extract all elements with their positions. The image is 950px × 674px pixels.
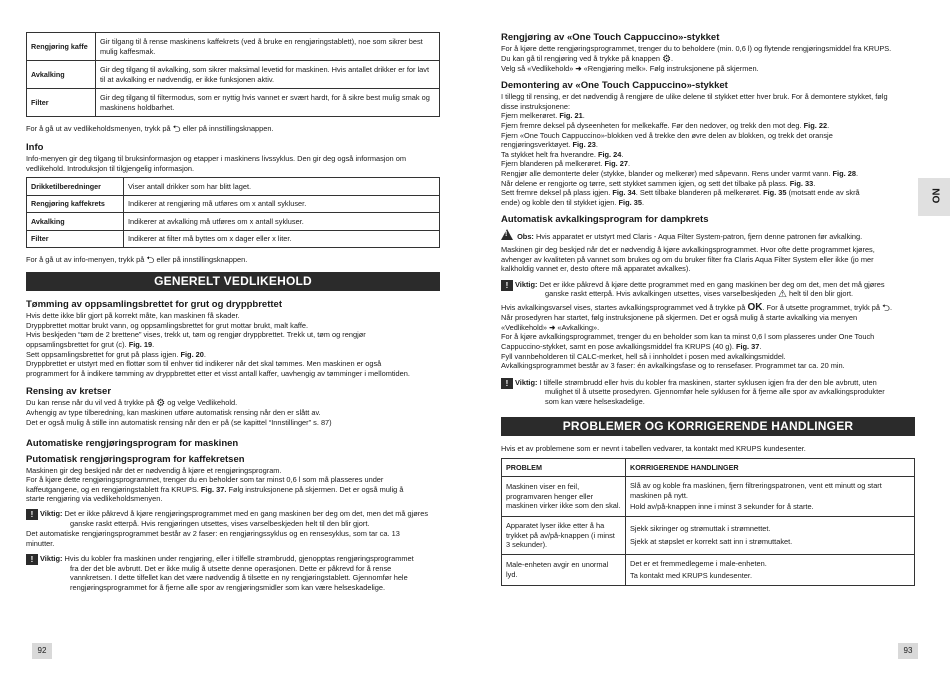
maintenance-menu-table — [26, 32, 440, 117]
table-row — [27, 33, 440, 61]
column-header-action: KORRIGERENDE HANDLINGER — [626, 459, 915, 477]
warning-display-icon: ⚠ — [777, 289, 787, 301]
warning-icon: ! — [26, 554, 38, 565]
problem-cell: Male-enheten avgir en unormal lyd. — [502, 554, 626, 585]
problem-cell: Apparatet lyser ikke etter å ha trykket på av/på-knappen (i minst 3 sekunder). — [502, 517, 626, 555]
table-cell: Indikerer at rengjøring må utføres om x antall sykluser. — [124, 195, 440, 213]
auto-cleaning-phases: Det automatiske rengjøringsprogrammet består av 2 faser: en rengjøringssyklus og en rensesyklus, som tar ca. 13 minutter. — [26, 529, 400, 548]
table-header-row — [502, 459, 915, 477]
right-page — [475, 0, 950, 674]
action-cell: Slå av og koble fra maskinen, fjern filtreringspatronen, vent ett minutt og start maskinen på nytt. Hold av/på-knappen inne i minst 3 sekunder for å starte. — [626, 477, 915, 517]
steam-descaling-heading: Automatisk avkalkingsprogram for dampkrets — [501, 214, 709, 226]
gear-icon: ⚙ — [662, 53, 672, 65]
back-arrow-icon: ⮌ — [146, 255, 155, 267]
table-cell: Gir deg tilgang til filtermodus, som er nyttig hvis vannet er svært hardt, for å sikre best mulig smak og maskinens holdbarhet. — [96, 89, 440, 117]
warning-icon: ! — [501, 280, 513, 291]
table-cell-head: Drikketilberedninger — [27, 178, 124, 196]
warning-icon: ! — [501, 378, 513, 389]
problem-cell: Maskinen viser en feil, programvaren henger eller maskinen virker ikke som den skal. — [502, 477, 626, 517]
coffee-circuit-cleaning-text: Maskinen gir deg beskjed når det er nødvendig å kjøre et rengjøringsprogram. For å kjøre dette rengjøringsprogrammet, trenger du en beholder som tar minst 0,6 l som må plasseres under kaffeutgangene, og en rengjøringstablett fra KRUPS. Fig. 37. Følg instruksjonene på skjermen. Det er også mulig å starte rengjøring via vedlikeholdsmenyen. — [26, 465, 404, 504]
warning-icon: ! — [26, 509, 38, 520]
warning-note: ! Viktig: Det er ikke påkrevd å kjøre rengjøringsprogrammet med en gang maskinen ber deg om det, men det må gjøres ganske raskt etterpå. Hvis rengjøringen utsettes, vises varselbeskjeden helt til den blir gjort. — [26, 509, 440, 528]
disassembly-text: I tillegg til rensing, er det nødvendig å rengjøre de ulike delene til stykket etter hver bruk. For å demontere stykket, følg disse instruksjonene: Fjern melkerøret. Fig. 21. Fjern fremre deksel på dyseenheten for melkekaffe. Før den nedover, og trekk den mot deg. Fig. 22. Fjern «One Touch Cappuccino»-blokken ved å trekke den øvre delen av blokken, og trekk det oransje rengjøringsverktøyet. Fig. 23. Ta stykket helt fra hverandre. Fig. 24. Fjern blanderen på melkerøret. Fig. 27. Rengjør alle demonterte deler (stykke, blander og melkerør) med såpevann. Rens under varmt vann. Fig. 28. Når delene er rengjorte og tørre, sett stykket sammen igjen, og sett det tilbake på plass. Fig. 33. Sett fremre deksel på plass igjen. Fig. 34. Sett tilbake blanderen på melkerøret. Fig. 35 (motsatt ende av skrå ende) og koble den til stykket igjen. Fig. 35. — [501, 92, 888, 207]
warning-note: ! Viktig: I tilfelle strømbrudd eller hvis du kobler fra maskinen, starter syklusen igjen fra der den ble avbrutt, uten mulighet til å utsette prosedyren. Gjennomfør hele syklusen for å fjerne alle spor av avkalkingsprodukter som kan være helseskadelige. — [501, 378, 915, 407]
table-cell-head: Filter — [27, 89, 96, 117]
table-cell-head: Rengjøring kaffe — [27, 33, 96, 61]
table-cell-head: Avkalking — [27, 213, 124, 231]
descaling-intro: Maskinen gir deg beskjed når det er nødvendig å kjøre avkalkingsprogrammet. Hvor ofte dette programmet kjøres, avhenger av kvaliteten på vannet som brukes og om du bruker filter fra Claris Aqua Filter System eller ikke (jo mer kalkholdig vannet er, desto oftere må apparatet avkalkes). — [501, 244, 875, 274]
warning-note: ! Viktig: Det er ikke påkrevd å kjøre dette programmet med en gang maskinen ber deg om det, men det må gjøres ganske raskt etterpå. Hvis avkalkingen utsettes, vises varselbeskjeden ⚠ helt til den blir gjort. — [501, 280, 915, 300]
table-row — [27, 213, 440, 231]
back-arrow-icon: ⮌ — [882, 303, 891, 315]
table-row — [27, 230, 440, 248]
table-cell-head: Avkalking — [27, 61, 96, 89]
cappuccino-cleaning-heading: Rengjøring av «One Touch Cappuccino»-stykket — [501, 32, 720, 43]
obs-note: ! Obs: Hvis apparatet er utstyrt med Claris - Aqua Filter System-patron, fjern denne patronen før avkalking. — [501, 229, 915, 242]
gear-icon: ⚙ — [156, 398, 166, 410]
info-heading: Info — [26, 142, 44, 153]
table-row — [27, 89, 440, 117]
auto-cleaning-heading: Automatiske rengjøringsprogram for maskinen — [26, 437, 239, 449]
table-cell-head: Filter — [27, 230, 124, 248]
table-cell: Indikerer at filter må byttes om x dager eller x liter. — [124, 230, 440, 248]
exit-maintenance-text: For å gå ut av vedlikeholdsmenyen, trykk på ⮌ eller på innstillingsknappen. — [26, 124, 274, 135]
table-cell: Indikerer at avkalking må utføres om x antall sykluser. — [124, 213, 440, 231]
table-row — [502, 517, 915, 555]
section-banner-problems: PROBLEMER OG KORRIGERENDE HANDLINGER — [501, 417, 915, 436]
table-cell-head: Rengjøring kaffekrets — [27, 195, 124, 213]
arrow-right-icon: ➜ — [575, 63, 582, 73]
rinsing-text: Du kan rense når du vil ved å trykke på ⚙ og velge Vedlikehold. Avhengig av type tilberedning, kan maskinen utføre automatisk rensing når den er slått av. Det er også mulig å stille inn automatisk rensing når den er på (se kapittel “Innstillinger” s. 87) — [26, 398, 332, 427]
exit-info-text: For å gå ut av info-menyen, trykk på ⮌ eller på innstillingsknappen. — [26, 255, 248, 267]
cappuccino-cleaning-text: For å kjøre dette rengjøringsprogrammet, trenger du to beholdere (min. 0,6 l) og flytende rengjøringsmiddel fra KRUPS. Du kan gå til rengjøring ved å trykke på knappen ⚙. Velg så «Vedlikehold» ➜ «Rengjøring melk». Følg instruksjonene på skjermen. — [501, 44, 892, 73]
arrow-right-icon: ➜ — [549, 322, 556, 332]
left-column — [26, 32, 440, 593]
right-column — [501, 32, 915, 586]
coffee-circuit-cleaning-heading: Putomatisk rengjøringsprogram for kaffekretsen — [26, 453, 245, 465]
language-tab: NO — [918, 178, 950, 216]
descaling-text: Hvis avkalkingsvarsel vises, startes avkalkingsprogrammet ved å trykke på OK. For å utsette programmet, trykk på ⮌. Når prosedyren har startet, følg instruksjonene på skjermen. Det er også mulig å starte avkalking via menyen «Vedlikehold» ➜ «Avkalking». For å kjøre avkalkingsprogrammet, trenger du en beholder som kan ta minst 0,6 l som plasseres under One Touch Cappuccino-stykket, samt en pose avkalkingsmiddel fra KRUPS (40 g). Fig. 37. Fyll vannbeholderen til CALC-merket, hell så i innholdet i posen med avkalkingsmiddel. Avkalkingsprogrammet består av 3 faser: én avkalkingsfase og to rensefaser. Programmet tar ca. 20 min. — [501, 302, 893, 371]
table-cell: Viser antall drikker som har blitt laget. — [124, 178, 440, 196]
disassembly-heading: Demontering av «One Touch Cappuccino»-stykket — [501, 80, 728, 92]
table-row — [27, 195, 440, 213]
page-number: 93 — [898, 643, 918, 659]
table-cell: Gir tilgang til å rense maskinens kaffekrets (ved å bruke en rengjøringstablett), noe som sikrer best mulig kaffesmak. — [96, 33, 440, 61]
table-row — [502, 477, 915, 517]
problems-table — [501, 458, 915, 586]
table-row — [27, 61, 440, 89]
action-cell: Sjekk sikringer og strømuttak i strømnettet. Sjekk at støpslet er korrekt satt inn i strømuttaket. — [626, 517, 915, 555]
info-intro: Info-menyen gir deg tilgang til bruksinformasjon og etapper i maskinens livssyklus. Den gir deg også informasjon om vedlikehold. Introduksjon til tilgjengelig informasjon. — [26, 154, 406, 173]
action-cell: Det er et fremmedlegeme i male-enheten. Ta kontakt med KRUPS kundesenter. — [626, 554, 915, 585]
back-arrow-icon: ⮌ — [172, 124, 181, 135]
table-row — [502, 554, 915, 585]
table-row — [27, 178, 440, 196]
table-cell: Gir deg tilgang til avkalking, som sikrer maksimal levetid for maskinen. Hvis antallet drikker er for lavt til at avkalking er nødvendig, er ikke funksjonen aktiv. — [96, 61, 440, 89]
rinsing-heading: Rensing av kretser — [26, 386, 112, 398]
warning-note: ! Viktig: Hvis du kobler fra maskinen under rengjøring, eller i tilfelle strømbrudd, gjenopptas rengjøringsprogrammet fra der det ble avbrutt. Det er ikke mulig å utsette denne operasjonen. Dette er påkrevd for å rense vannkretsen. I dette tilfellet kan det være nødvendig å tilsette en ny rengjøringstablett. Gjennomfør hele rengjøringsprogrammet for å fjerne alle spor av rengjøringsmidler som kan være helseskadelige. — [26, 554, 440, 592]
section-banner-maintenance: GENERELT VEDLIKEHOLD — [26, 272, 440, 291]
problems-intro: Hvis et av problemene som er nevnt i tabellen vedvarer, ta kontakt med KRUPS kundesenter. — [501, 443, 806, 453]
ok-button-icon: OK — [747, 302, 763, 314]
column-header-problem: PROBLEM — [502, 459, 626, 477]
caution-icon: ! — [501, 229, 513, 240]
page-number: 92 — [32, 643, 52, 659]
emptying-heading: Tømming av oppsamlingsbrettet for grut og dryppbrettet — [26, 299, 282, 311]
info-menu-table — [26, 177, 440, 248]
emptying-text: Hvis dette ikke blir gjort på korrekt måte, kan maskinen få skader. Dryppbrettet mottar brukt vann, og oppsamlingsbrettet for grut mottar brukt, malt kaffe. Hvis beskjeden “tøm de 2 brettene” vises, trekk ut, tøm og rengjør dryppbrettet. Trekk ut, tøm og rengjør oppsamlingsbrettet for grut (c). Fig. 19. Sett oppsamlingsbrettet for grut på plass igjen. Fig. 20. Dryppbrettet er utstyrt med en flottør som til enhver tid indikerer når det skal tømmes. Men maskinen er også programmert for å indikere tømming av dryppbrettet etter et visst antall kaffer, uavhengig av tømminger i mellomtiden. — [26, 311, 410, 378]
